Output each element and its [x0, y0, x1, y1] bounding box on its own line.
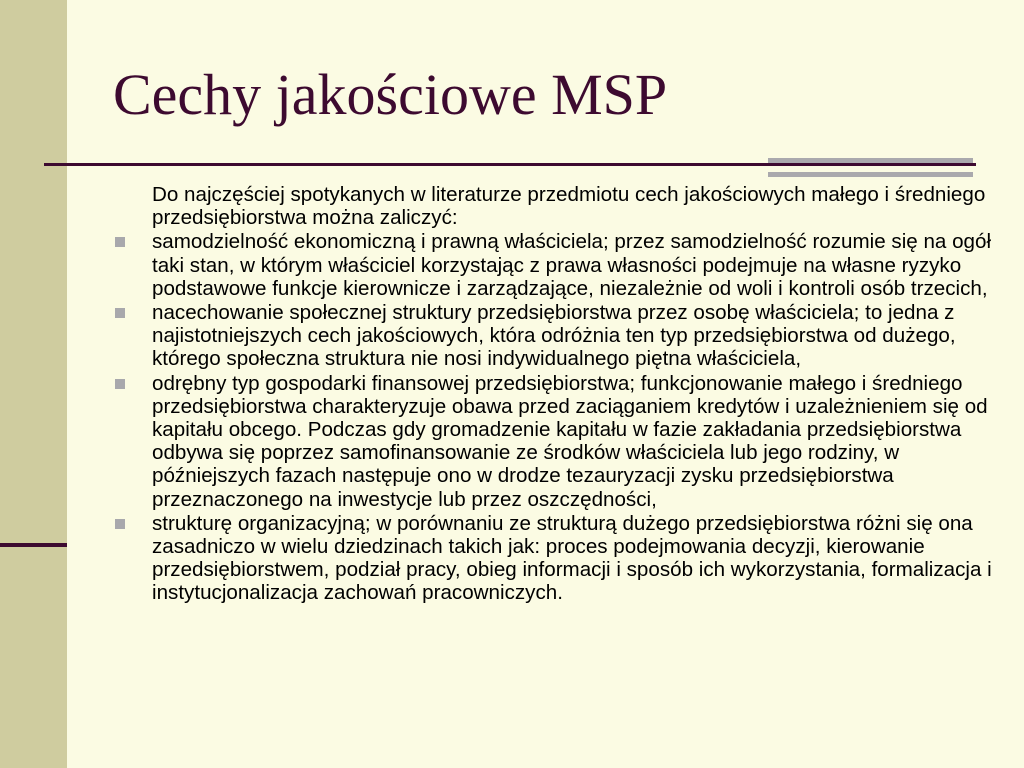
bullet-list: [112, 230, 1000, 604]
bullet-text: odrębny typ gospodarki finansowej przedsiębiorstwa; funkcjonowanie małego i średniego przedsiębiorstwa charakteryzuje obawa przed zaciąganiem kredytów i uzależnieniem się od kapitału obcego. Podczas gdy gromadzenie kapitału w fazie zakładania przedsiębiorstwa odbywa się poprzez samofinansowanie ze środków właściciela lub jego rodziny, w późniejszych fazach następuje ono w drodze tezauryzacji zysku przedsiębiorstwa przeznaczonego na inwestycje lub przez oszczędności,: [152, 371, 988, 511]
grey-accent-bar-bottom: [768, 172, 973, 177]
bullet-item: [112, 301, 1000, 371]
square-bullet-icon: [115, 519, 125, 529]
intro-paragraph: Do najczęściej spotykanych w literaturze przedmiotu cech jakościowych małego i średniego przedsiębiorstwa można zaliczyć:: [152, 183, 986, 230]
bullet-item: [112, 512, 1000, 605]
bullet-text: samodzielność ekonomiczną i prawną właściciela; przez samodzielność rozumie się na ogół taki stan, w którym właściciel korzystając z prawa własności podejmuje na własne ryzyko podstawowe funkcje kierownicze i zarządzające, niezależnie od woli i kontroli osób trzecich,: [152, 230, 992, 300]
slide-body: [112, 183, 1000, 606]
bullet-text: strukturę organizacyjną; w porównaniu ze strukturą dużego przedsiębiorstwa różni się ona zasadniczo w wielu dziedzinach takich jak: proces podejmowania decyzji, kierowanie przedsiębiorstwem, podział pracy, obieg informacji i sposób ich wykorzystania, formalizacja i instytucjonalizacja zachowań pracowniczych.: [152, 511, 992, 605]
title-divider-line: [44, 163, 976, 166]
grey-accent-bar-top: [768, 158, 973, 163]
left-accent-mark: [0, 543, 67, 547]
bullet-item: [112, 230, 1000, 300]
square-bullet-icon: [115, 237, 125, 247]
bullet-item: [112, 372, 1000, 511]
left-decorative-band: [0, 0, 67, 768]
bullet-text: nacechowanie społecznej struktury przedsiębiorstwa przez osobę właściciela; to jedna z najistotniejszych cech jakościowych, która odróżnia ten typ przedsiębiorstwa od dużego, którego społeczna struktura nie nosi indywidualnego piętna właściciela,: [152, 301, 956, 371]
slide-title: Cechy jakościowe MSP: [113, 62, 668, 127]
square-bullet-icon: [115, 379, 125, 389]
square-bullet-icon: [115, 308, 125, 318]
